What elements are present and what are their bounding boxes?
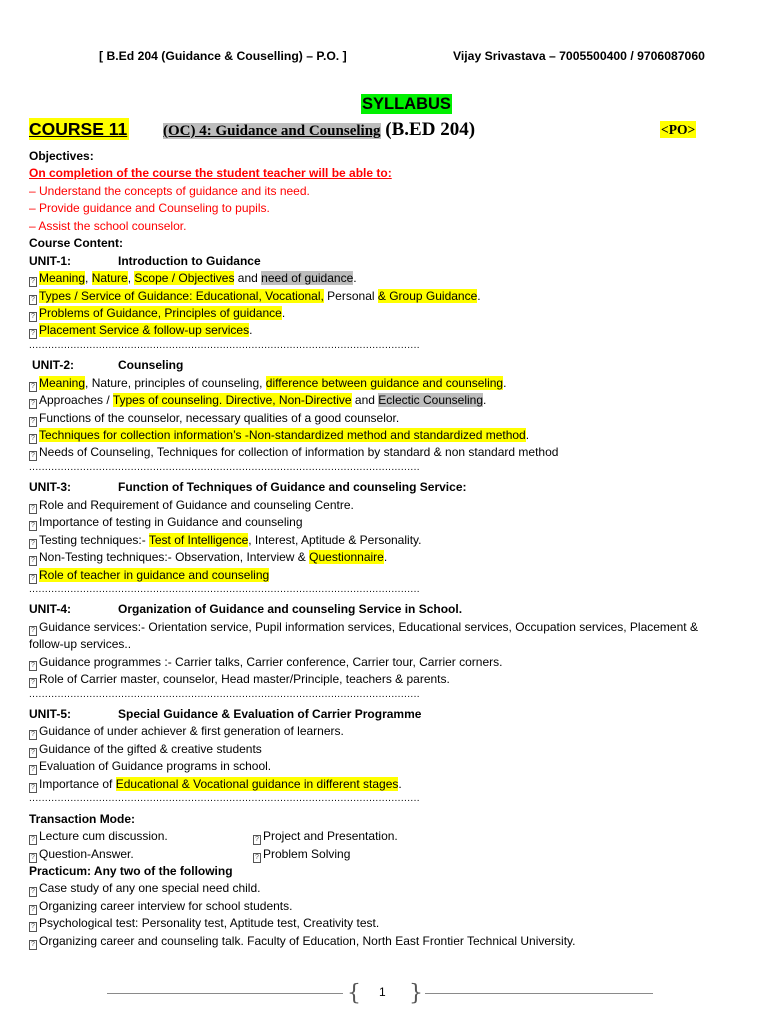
list-item: ? Guidance of under achiever & first generation of learners. (29, 723, 739, 740)
list-item-col2: ? Problem Solving (253, 846, 350, 863)
dotted-separator: ........................................................................................................................... (29, 461, 420, 473)
right-brace-icon: } (409, 981, 423, 1006)
unit-title: Organization of Guidance and counseling Service in School. (118, 602, 463, 617)
unit-1-heading (29, 253, 739, 270)
running-header-left: [ B.Ed 204 (Guidance & Couselling) – P.O. ] (99, 49, 347, 63)
page-number: 1 (379, 985, 386, 999)
unit-label: UNIT-4: (29, 602, 71, 617)
bullet-icon: ? (29, 626, 37, 636)
objectives-intro: On completion of the course the student teacher will be able to: (29, 166, 392, 181)
unit-label: UNIT-1: (29, 253, 71, 268)
bullet-icon: ? (29, 539, 37, 549)
list-item: ? Lecture cum discussion. ? Project and Presentation. (29, 828, 739, 845)
course-heading-row (29, 118, 729, 142)
list-item: ? Organizing career and counseling talk. Faculty of Education, North East Frontier Technical University. (29, 933, 739, 950)
objective-item: – Assist the school counselor. (29, 218, 187, 233)
bullet-icon: ? (29, 295, 37, 305)
dotted-separator: ........................................................................................................................... (29, 339, 420, 351)
course-label: COURSE 11 (29, 119, 128, 139)
list-item: ? Question-Answer. ? Problem Solving (29, 846, 739, 863)
unit-title: Introduction to Guidance (118, 253, 261, 268)
running-header-right: Vijay Srivastava – 7005500400 / 9706087060 (453, 49, 705, 63)
course-title-highlighted: (OC) 4: Guidance and Counseling (163, 123, 381, 139)
list-item: ? Role and Requirement of Guidance and counseling Centre. (29, 497, 739, 514)
course-title (163, 119, 475, 142)
dotted-separator: ........................................................................................................................... (29, 583, 420, 595)
dotted-separator: ........................................................................................................................... (29, 688, 420, 700)
syllabus-title: SYLLABUS (362, 95, 451, 113)
course-content-heading: Course Content: (29, 236, 123, 251)
unit-3-heading (29, 479, 739, 496)
footer-rule-right (425, 993, 653, 994)
list-item: ? Guidance programmes :- Carrier talks, Carrier conference, Carrier tour, Carrier corners. (29, 654, 739, 671)
bullet-icon: ? (29, 853, 37, 863)
objective-item: – Understand the concepts of guidance and its need. (29, 183, 310, 198)
bullet-icon: ? (29, 748, 37, 758)
list-item: ? Role of teacher in guidance and counseling (29, 567, 739, 584)
bullet-icon: ? (29, 417, 37, 427)
bullet-icon: ? (29, 765, 37, 775)
unit-label: UNIT-2: (32, 358, 74, 373)
bullet-icon: ? (253, 853, 261, 863)
list-item: ? Psychological test: Personality test, Aptitude test, Creativity test. (29, 915, 739, 932)
bullet-icon: ? (29, 399, 37, 409)
bullet-icon: ? (29, 434, 37, 444)
list-item: ? Techniques for collection information’s -Non-standardized method and standardized method. (29, 427, 739, 444)
practicum-heading: Practicum: Any two of the following (29, 863, 233, 878)
unit-title: Counseling (118, 358, 184, 373)
bullet-icon: ? (29, 661, 37, 671)
unit-5-heading (29, 706, 739, 723)
po-tag: <PO> (661, 122, 696, 137)
unit-title: Function of Techniques of Guidance and counseling Service: (118, 480, 467, 495)
unit-label: UNIT-3: (29, 480, 71, 495)
dotted-separator: ........................................................................................................................... (29, 793, 420, 805)
syllabus-body (29, 148, 739, 950)
bullet-icon: ? (29, 277, 37, 287)
list-item: ? Functions of the counselor, necessary qualities of a good counselor. (29, 410, 739, 427)
list-item: ? Evaluation of Guidance programs in school. (29, 758, 739, 775)
list-item: ? Organizing career interview for school students. (29, 898, 739, 915)
left-brace-icon: { (347, 981, 361, 1006)
transaction-mode-heading: Transaction Mode: (29, 811, 136, 826)
bullet-icon: ? (29, 940, 37, 950)
bullet-icon: ? (29, 730, 37, 740)
list-item: ? Importance of Educational & Vocational guidance in different stages. (29, 776, 739, 793)
course-code: (B.ED 204) (380, 119, 476, 140)
bullet-icon: ? (29, 521, 37, 531)
objectives-heading: Objectives: (29, 149, 94, 163)
list-item: ? Guidance of the gifted & creative students (29, 741, 739, 758)
bullet-icon: ? (29, 451, 37, 461)
bullet-icon: ? (29, 556, 37, 566)
bullet-icon: ? (29, 905, 37, 915)
list-item: ? Problems of Guidance, Principles of guidance. (29, 305, 739, 322)
unit-label: UNIT-5: (29, 707, 71, 721)
bullet-icon: ? (29, 922, 37, 932)
list-item: ? Case study of any one special need child. (29, 880, 739, 897)
objective-item: – Provide guidance and Counseling to pupils. (29, 201, 270, 216)
unit-4-heading (29, 601, 739, 618)
list-item: ? Placement Service & follow-up services. (29, 322, 739, 339)
bullet-icon: ? (29, 329, 37, 339)
list-item-col2: ? Project and Presentation. (253, 828, 398, 845)
list-item: ? Guidance services:- Orientation service, Pupil information services, Educational services, Occupation services, Placement & (29, 619, 739, 636)
list-item: ? Approaches / Types of counseling. Directive, Non-Directive and Eclectic Counseling. (29, 392, 739, 409)
bullet-icon: ? (29, 783, 37, 793)
list-item: ? Meaning, Nature, Scope / Objectives and need of guidance. (29, 270, 739, 287)
bullet-icon: ? (29, 887, 37, 897)
list-item: ? Needs of Counseling, Techniques for collection of information by standard & non standard method (29, 444, 739, 461)
bullet-icon: ? (29, 835, 37, 845)
bullet-icon: ? (29, 574, 37, 584)
list-item: ? Non-Testing techniques:- Observation, Interview & Questionnaire. (29, 549, 739, 566)
unit-2-heading (29, 357, 739, 374)
list-item: ? Importance of testing in Guidance and counseling (29, 514, 739, 531)
bullet-icon: ? (29, 678, 37, 688)
bullet-icon: ? (29, 312, 37, 322)
list-item: ? Meaning, Nature, principles of counseling, difference between guidance and counseling. (29, 375, 739, 392)
bullet-icon: ? (29, 382, 37, 392)
list-item-continuation: follow-up services.. (29, 637, 132, 652)
list-item: ? Types / Service of Guidance: Educational, Vocational, Personal & Group Guidance. (29, 288, 739, 305)
bullet-icon: ? (29, 504, 37, 514)
list-item: ? Role of Carrier master, counselor, Head master/Principle, teachers & parents. (29, 671, 739, 688)
list-item: ? Testing techniques:- Test of Intelligence, Interest, Aptitude & Personality. (29, 532, 739, 549)
footer-rule-left (107, 993, 343, 994)
page-footer (107, 981, 653, 1006)
bullet-icon: ? (253, 835, 261, 845)
unit-title: Special Guidance & Evaluation of Carrier Programme (118, 707, 422, 721)
